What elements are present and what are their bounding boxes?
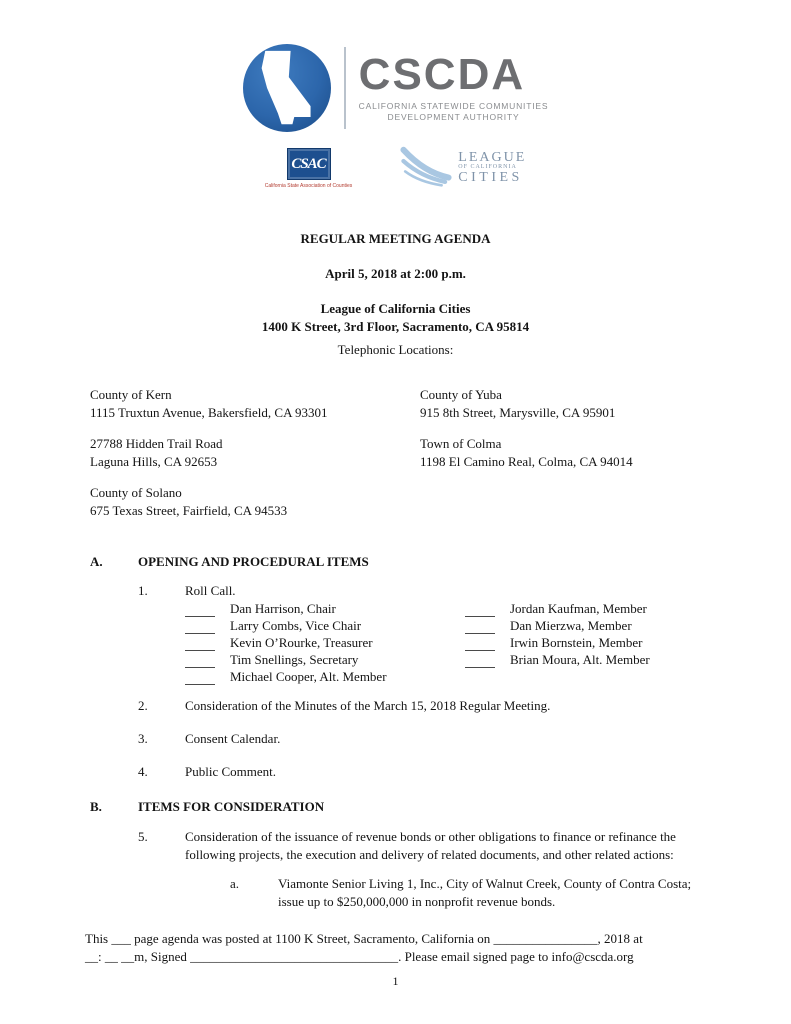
meeting-datetime: April 5, 2018 at 2:00 p.m. — [325, 266, 466, 281]
location-name: County of Kern — [90, 387, 172, 402]
venue-name: League of California Cities — [320, 301, 471, 316]
rollcall-blank-line — [465, 619, 495, 634]
roll-call-row — [185, 651, 465, 668]
section-a-heading — [90, 553, 706, 571]
roll-call-name: Tim Snellings, Secretary — [230, 652, 359, 667]
roll-call-name: Larry Combs, Vice Chair — [230, 618, 362, 633]
location-address: 1198 El Camino Real, Colma, CA 94014 — [420, 454, 633, 469]
league-line1: LEAGUE — [458, 150, 527, 165]
item-5a-letter: a. — [230, 876, 240, 891]
roll-call-row — [465, 617, 650, 634]
roll-call-right-column — [465, 600, 650, 685]
roll-call-name: Michael Cooper, Alt. Member — [230, 669, 387, 684]
roll-call-left-column — [185, 600, 465, 685]
location-block — [90, 484, 420, 520]
item-3-number: 3. — [138, 731, 148, 746]
roll-call-row — [185, 617, 465, 634]
rollcall-blank-line — [185, 653, 215, 668]
section-b-letter: B. — [90, 799, 102, 814]
cscda-logo — [85, 44, 706, 132]
cscda-acronym: CSCDA — [358, 50, 526, 99]
roll-call-row — [185, 634, 465, 651]
item-2-number: 2. — [138, 698, 148, 713]
rollcall-blank-line — [185, 636, 215, 651]
location-block — [90, 435, 420, 471]
rollcall-blank-line — [185, 619, 215, 634]
roll-call-row — [185, 668, 465, 685]
roll-call-row — [185, 600, 465, 617]
partner-logos — [85, 142, 706, 194]
roll-call-name: Irwin Bornstein, Member — [510, 635, 643, 650]
posting-notice-line2: __: __ __m, Signed ________________________________. Please email signed page to info@cscda.org — [85, 949, 634, 964]
section-b-title: ITEMS FOR CONSIDERATION — [138, 799, 325, 814]
location-name: County of Yuba — [420, 387, 502, 402]
location-block — [90, 386, 420, 422]
rollcall-blank-line — [465, 636, 495, 651]
location-address: Laguna Hills, CA 92653 — [90, 454, 218, 469]
roll-call-name: Brian Moura, Alt. Member — [510, 652, 650, 667]
league-line3: CITIES — [458, 170, 523, 185]
cscda-subtitle-line2: DEVELOPMENT AUTHORITY — [387, 112, 520, 122]
roll-call-name: Dan Mierzwa, Member — [510, 618, 632, 633]
locations-left-column — [90, 386, 420, 533]
rollcall-blank-line — [465, 602, 495, 617]
item-1-text: Roll Call. — [185, 583, 236, 598]
rollcall-blank-line — [185, 602, 215, 617]
agenda-item-5 — [138, 828, 706, 864]
location-address: 1115 Truxtun Avenue, Bakersfield, CA 93301 — [90, 405, 328, 420]
roll-call-row — [465, 634, 650, 651]
item-1-number: 1. — [138, 583, 148, 598]
section-b-heading — [90, 798, 706, 816]
cscda-subtitle — [359, 101, 549, 123]
roll-call-list — [185, 600, 706, 685]
item-5a-text: Viamonte Senior Living 1, Inc., City of Walnut Creek, County of Contra Costa; issue up to $250,000,000 in nonprofit revenue bonds. — [278, 876, 692, 909]
agenda-item-3 — [138, 730, 706, 748]
item-3-text: Consent Calendar. — [185, 731, 281, 746]
item-4-number: 4. — [138, 764, 148, 779]
agenda-item-1 — [138, 582, 706, 600]
csac-logo — [265, 148, 353, 189]
california-globe-icon — [243, 44, 331, 132]
location-address: 915 8th Street, Marysville, CA 95901 — [420, 405, 616, 420]
csac-logo-box — [287, 148, 331, 180]
locations-right-column — [420, 386, 633, 533]
venue-address: 1400 K Street, 3rd Floor, Sacramento, CA 95814 — [261, 319, 530, 334]
location-name: Town of Colma — [420, 436, 502, 451]
location-block — [420, 386, 633, 422]
section-a-letter: A. — [90, 554, 103, 569]
league-swoosh-icon — [400, 145, 452, 191]
agenda-item-2 — [138, 697, 706, 715]
posting-notice — [85, 930, 707, 966]
page-number: 1 — [392, 974, 399, 988]
location-name: County of Solano — [90, 485, 182, 500]
cscda-wordmark — [358, 50, 549, 123]
roll-call-name: Jordan Kaufman, Member — [510, 601, 647, 616]
location-name: 27788 Hidden Trail Road — [90, 436, 223, 451]
cscda-subtitle-line1: CALIFORNIA STATEWIDE COMMUNITIES — [358, 101, 549, 111]
meeting-title: REGULAR MEETING AGENDA — [300, 231, 491, 246]
item-5-number: 5. — [138, 829, 148, 844]
roll-call-row — [465, 600, 650, 617]
roll-call-name: Dan Harrison, Chair — [230, 601, 336, 616]
california-state-icon — [258, 48, 316, 128]
league-wordmark — [458, 151, 526, 185]
location-address: 675 Texas Street, Fairfield, CA 94533 — [90, 503, 288, 518]
logo-divider — [344, 47, 346, 129]
rollcall-blank-line — [465, 653, 495, 668]
item-5-text: Consideration of the issuance of revenue bonds or other obligations to finance or refinance the following projects, the execution and delivery of related documents, and other related actions: — [185, 829, 676, 862]
agenda-item-5a — [230, 875, 706, 911]
league-line2: OF CALIFORNIA — [458, 164, 517, 170]
item-2-text: Consideration of the Minutes of the March 15, 2018 Regular Meeting. — [185, 698, 551, 713]
location-block — [420, 435, 633, 471]
league-logo — [400, 145, 526, 191]
csac-caption: California State Association of Counties — [264, 182, 353, 189]
posting-notice-line1: This ___ page agenda was posted at 1100 K Street, Sacramento, California on ________________, 2018 at — [85, 931, 643, 946]
telephonic-locations — [90, 386, 706, 533]
csac-acronym: CSAC — [291, 155, 326, 172]
rollcall-blank-line — [185, 670, 215, 685]
agenda-item-4 — [138, 763, 706, 781]
roll-call-name: Kevin O’Rourke, Treasurer — [230, 635, 373, 650]
roll-call-row — [465, 651, 650, 668]
section-a-title: OPENING AND PROCEDURAL ITEMS — [138, 554, 369, 569]
telephonic-label: Telephonic Locations: — [337, 342, 454, 357]
item-4-text: Public Comment. — [185, 764, 276, 779]
